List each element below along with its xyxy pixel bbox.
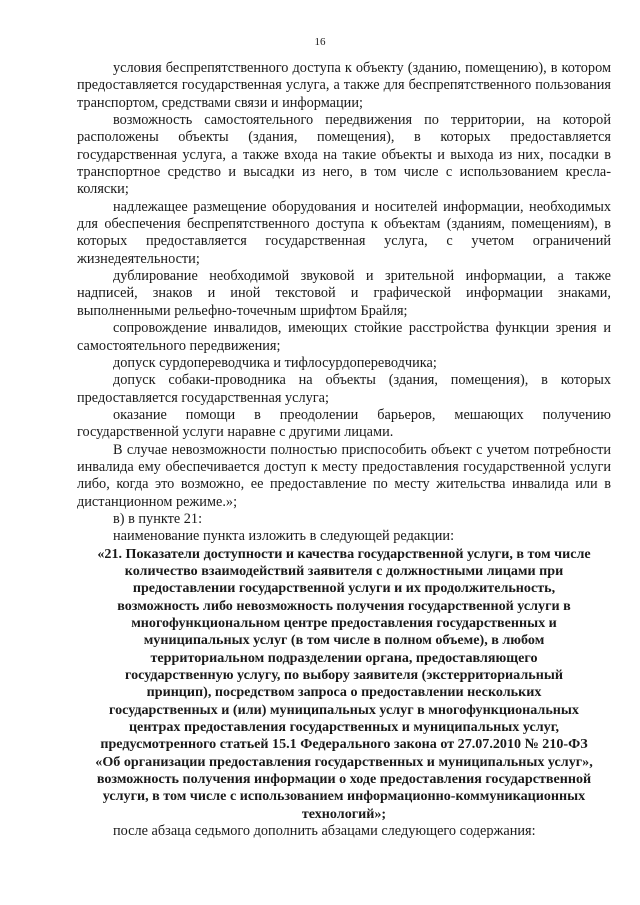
paragraph-access-conditions: условия беспрепятственного доступа к объекту (зданию, помещению), в котором предоставляется государственная услуга, а также для беспрепятственного пользования транспортом, средствами связи и информации; (77, 60, 611, 111)
paragraph-guide-dog: допуск собаки-проводника на объекты (здания, помещения), в которых предоставляется государственная услуга; (77, 372, 611, 406)
heading-line: предоставлении государственной услуги и их продолжительность, (132, 580, 556, 597)
heading-line: предусмотренного статьей 15.1 Федерального закона от 27.07.2010 № 210-ФЗ (100, 736, 588, 753)
heading-line: «Об организации предоставления государственных и муниципальных услуг», (95, 753, 593, 770)
heading-line: услуги, в том числе с использованием информационно-коммуникационных (102, 788, 586, 805)
paragraph-interpreter: допуск сурдопереводчика и тифлосурдопереводчика; (113, 354, 437, 371)
paragraph-closing: после абзаца седьмого дополнить абзацами следующего содержания: (113, 823, 536, 840)
heading-line: государственную услугу, по выбору заявителя (экстерриториальный (125, 667, 563, 684)
heading-line: государственных и (или) муниципальных услуг в многофункциональных (109, 701, 579, 718)
document-body (77, 60, 611, 840)
heading-line: принцип), посредством запроса о предоставлении нескольких (146, 684, 542, 701)
bold-heading-block (77, 546, 611, 824)
paragraph-item-21: в) в пункте 21: (113, 510, 203, 527)
heading-line: центрах предоставления государственных и муниципальных услуг, (128, 719, 560, 736)
heading-line: муниципальных услуг (в том числе в полном объеме), в любом (143, 632, 545, 649)
heading-line: «21. Показатели доступности и качества государственной услуги, в том числе (97, 545, 591, 562)
heading-line: возможность получения информации о ходе предоставления государственной (96, 771, 592, 788)
heading-line: возможность либо невозможность получения государственной услуги в (117, 597, 571, 614)
paragraph-barriers: оказание помощи в преодолении барьеров, мешающих получению государственной услуги наравне с другими лицами. (77, 406, 611, 441)
paragraph-title-instruction: наименование пункта изложить в следующей редакции: (113, 528, 455, 545)
paragraph-braille: дублирование необходимой звуковой и зрительной информации, а также надписей, знаков и иной текстовой и графической информации знаками, выполненными рельефно-точечным шрифтом Брайля; (77, 268, 611, 319)
page-number: 16 (314, 36, 326, 48)
heading-line: технологий»; (301, 805, 387, 822)
paragraph-escort: сопровождение инвалидов, имеющих стойкие расстройства функции зрения и самостоятельного передвижения; (77, 320, 611, 354)
paragraph-remote-access: В случае невозможности полностью приспособить объект с учетом потребности инвалида ему обеспечивается доступ к месту предоставления государственной услуги либо, когда это возможно, ее предоставление по месту жительства инвалида или в дистанционном режиме.»; (77, 441, 611, 510)
heading-line: территориальном подразделении органа, предоставляющего (150, 649, 538, 666)
paragraph-movement: возможность самостоятельного передвижения по территории, на которой расположены объекты (здания, помещения), в которых предоставляется государственная услуга, а также входа на такие объекты и выхода из них, посадки в транспортное средство и высадки из него, в том числе с использованием кресла-коляски; (77, 112, 611, 198)
heading-line: многофункциональном центре предоставления государственных и (131, 615, 557, 631)
paragraph-equipment: надлежащее размещение оборудования и носителей информации, необходимых для обеспечения беспрепятственного доступа к объектам (зданиям, помещениям), в которых предоставляется государственная услуга, с учетом ограничений жизнедеятельности; (77, 198, 611, 267)
heading-line: количество взаимодействий заявителя с должностными лицами при (124, 562, 564, 579)
